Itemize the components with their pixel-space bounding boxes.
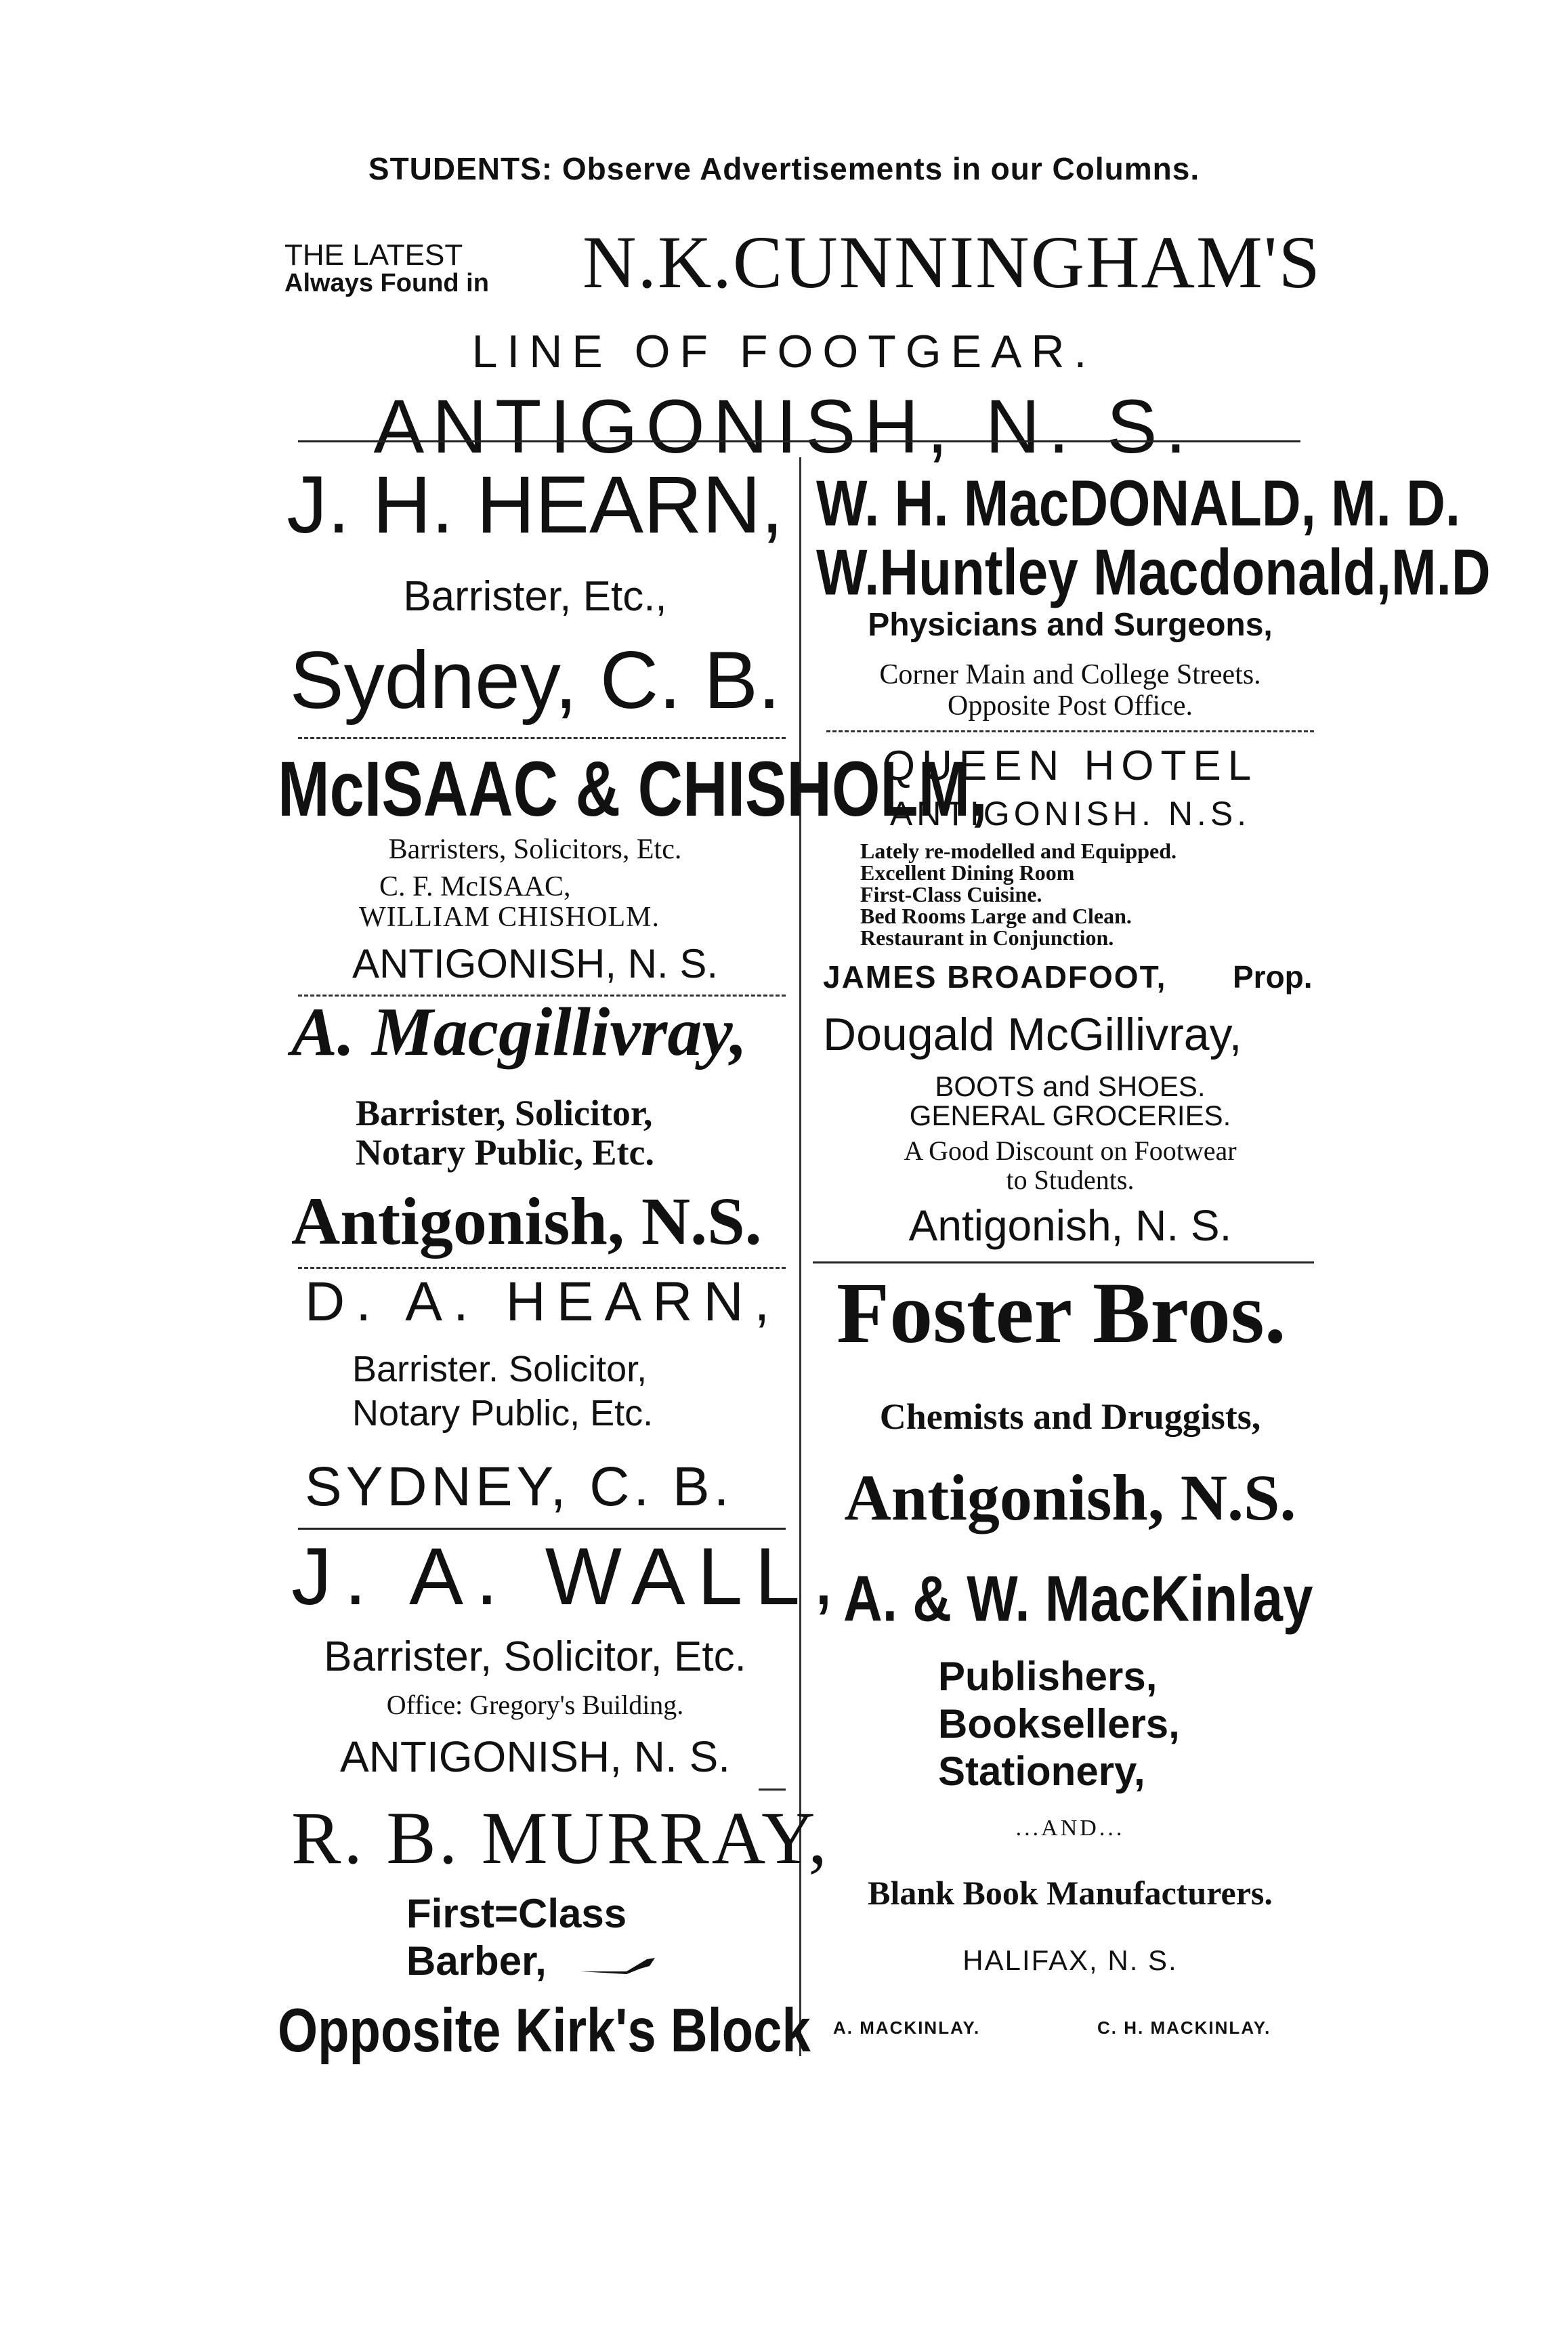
hearn-da-place: SYDNEY, C. B. [305,1456,734,1518]
wall-name: J. A. WALL, [291,1531,847,1622]
dougald-line1: BOOTS and SHOES. [935,1070,1206,1102]
mackinlay-line1: Publishers, [938,1654,1158,1699]
mcisaac-partner1: C. F. McISAAC, [379,871,571,902]
divider-left-1 [298,737,786,739]
pointing-hand-icon [579,1951,660,1978]
mcisaac-place: ANTIGONISH, N. S. [352,941,719,986]
macdonald-addr2: Opposite Post Office. [947,690,1193,722]
mackinlay-partner2: C. H. MACKINLAY. [1097,2017,1271,2038]
mackinlay-name: A. & W. MacKinlay [843,1562,1313,1635]
page-header [0,150,1568,187]
dougald-line2: GENERAL GROCERIES. [909,1100,1231,1131]
foster-name: Foster Bros. [836,1265,1286,1361]
mackinlay-line4: Blank Book Manufacturers. [868,1874,1273,1912]
queen-hotel-prop-name: JAMES BROADFOOT, [823,959,1167,995]
mcisaac-title: Barristers, Solicitors, Etc. [388,834,682,865]
wall-title: Barrister, Solicitor, Etc. [324,1633,746,1680]
banner-line3: ANTIGONISH, N. S. [373,384,1195,469]
macgillivray-name: A. Macgillivray, [291,994,748,1070]
queen-hotel-place: ANTIGONISH. N.S. [889,795,1251,833]
queen-hotel-line1: Lately re-modelled and Equipped. [860,839,1177,863]
murray-place: Opposite Kirk's Block [278,1996,811,2066]
queen-hotel-name: QUEEN HOTEL [882,743,1258,789]
murray-title1: First=Class [406,1891,627,1936]
queen-hotel-line4: Bed Rooms Large and Clean. [860,904,1132,928]
mackinlay-place: HALIFAX, N. S. [962,1944,1178,1976]
mackinlay-line2: Booksellers, [938,1701,1180,1747]
macdonald-title: Physicians and Surgeons, [868,607,1273,643]
header-students-label: STUDENTS [368,151,542,186]
hearn-jh-place: Sydney, C. B. [289,635,781,726]
queen-hotel-line2: Excellent Dining Room [860,860,1075,885]
hearn-da-title2: Notary Public, Etc. [352,1393,654,1434]
divider-right-1 [826,730,1314,732]
hearn-jh-name: J. H. HEARN, [287,459,784,550]
mackinlay-partner1: A. MACKINLAY. [833,2017,981,2038]
macdonald-addr1: Corner Main and College Streets. [879,659,1261,690]
header-students-colon: : [541,151,553,186]
macdonald-name2: W.Huntley Macdonald,M.D [816,536,1491,608]
queen-hotel-line5: Restaurant in Conjunction. [860,925,1114,950]
hearn-da-title1: Barrister. Solicitor, [352,1349,648,1389]
banner-line2: LINE OF FOOTGEAR. [471,326,1097,377]
divider-left-3 [298,1267,786,1269]
wall-office: Office: Gregory's Building. [386,1690,684,1720]
dougald-place: Antigonish, N. S. [908,1201,1232,1250]
divider-left-5 [759,1789,786,1791]
mackinlay-line3: Stationery, [938,1749,1145,1794]
foster-place: Antigonish, N.S. [844,1461,1296,1534]
macgillivray-title2: Notary Public, Etc. [356,1132,654,1173]
queen-hotel-line3: First-Class Cuisine. [860,882,1042,906]
mcisaac-partner2: WILLIAM CHISHOLM. [359,902,660,933]
mcisaac-name: McISAAC & CHISHOLM, [278,746,988,833]
queen-hotel-prop-label: Prop. [1233,959,1313,995]
banner-name: N.K.CUNNINGHAM'S [582,221,1321,304]
dougald-name: Dougald McGillivray, [823,1009,1242,1060]
hearn-da-name: D. A. HEARN, [305,1271,781,1333]
banner-latest-line1: THE LATEST [284,238,463,272]
foster-title: Chemists and Druggists, [879,1396,1261,1437]
macgillivray-title1: Barrister, Solicitor, [356,1093,653,1133]
macdonald-name1: W. H. MacDONALD, M. D. [816,467,1461,539]
header-students-text: Observe Advertisements in our Columns. [561,151,1200,186]
macgillivray-place: Antigonish, N.S. [291,1184,762,1259]
mackinlay-and: ...AND... [1015,1816,1125,1841]
banner-underline [298,440,1300,442]
dougald-line4: to Students. [1006,1165,1135,1195]
dougald-line3: A Good Discount on Footwear [904,1135,1237,1166]
banner-latest-line2: Always Found in [284,269,489,297]
hearn-jh-title: Barrister, Etc., [403,573,667,620]
murray-title2: Barber, [406,1938,547,1984]
murray-name: R. B. MURRAY, [291,1797,830,1879]
wall-place: ANTIGONISH, N. S. [339,1732,731,1781]
